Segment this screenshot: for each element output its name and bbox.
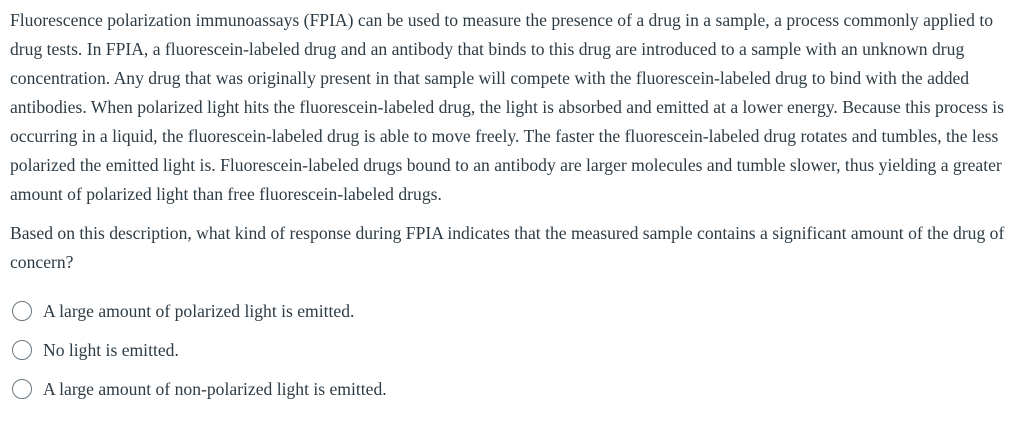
question-passage: Fluorescence polarization immunoassays (FPIA) can be used to measure the presence of a drug in a sample, a process commonly applied to drug tests. In FPIA, a fluorescein-labeled drug and an antibody that binds to this drug are introduced to a sample with an unknown drug concentration. Any drug that was originally present in that sample will compete with the fluorescein-labeled drug to bind with the added antibodies. When polarized light hits the fluorescein-labeled drug, the light is absorbed and emitted at a lower energy. Because this process is occurring in a liquid, the fluorescein-labeled drug is able to move freely. The faster the fluorescein-labeled drug rotates and tumbles, the less polarized the emitted light is. Fluorescein-labeled drugs bound to an antibody are larger molecules and tumble slower, thus yielding a greater amount of polarized light than free fluorescein-labeled drugs. bbox=[10, 10, 1004, 204]
answer-option-label: A large amount of polarized light is emitted. bbox=[43, 300, 355, 321]
radio-button-icon[interactable] bbox=[12, 379, 32, 399]
radio-button-icon[interactable] bbox=[12, 301, 32, 321]
answer-option-label: A large amount of non-polarized light is emitted. bbox=[43, 378, 387, 399]
answer-option-label: No light is emitted. bbox=[43, 339, 179, 360]
radio-button-icon[interactable] bbox=[12, 340, 32, 360]
answer-options bbox=[10, 291, 1015, 408]
question-prompt: Based on this description, what kind of response during FPIA indicates that the measured sample contains a significant amount of the drug of concern? bbox=[10, 223, 1005, 272]
answer-option-1[interactable] bbox=[10, 291, 1015, 330]
answer-option-2[interactable] bbox=[10, 330, 1015, 369]
answer-option-3[interactable] bbox=[10, 369, 1015, 408]
